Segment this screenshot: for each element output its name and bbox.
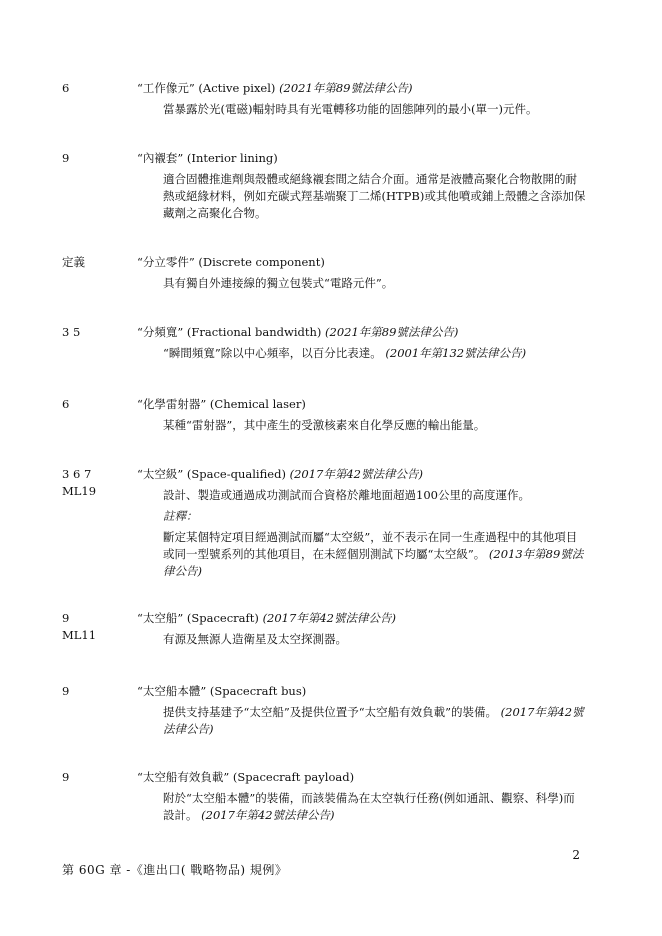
definition-paragraph bbox=[163, 345, 586, 362]
term-title: “內襯套” (Interior lining) bbox=[137, 151, 278, 165]
paragraph-reference: (2013年第89號法律公告) bbox=[163, 547, 584, 578]
category-codes bbox=[62, 150, 122, 167]
definition-paragraph bbox=[163, 790, 586, 824]
category-code: 3 6 7 bbox=[62, 467, 92, 481]
term-title: “分頻寬” (Fractional bandwidth) bbox=[137, 325, 322, 339]
category-codes bbox=[62, 769, 122, 786]
category-code: 9 bbox=[62, 684, 70, 698]
category-codes bbox=[62, 683, 122, 700]
definition-paragraph bbox=[163, 631, 586, 648]
page-footer: 第 60G 章 -《進出口( 戰略物品) 規例》 bbox=[62, 863, 288, 877]
paragraph-text: 設計、製造或通過成功測試而合資格於離地面超過100公里的高度運作。 bbox=[163, 488, 530, 502]
definition-paragraph bbox=[163, 487, 586, 504]
paragraph-text: 適合固體推進劑與殼體或絕緣襯套間之結合介面。通常是液體高聚化合物散開的耐熱或絕緣材料，例如充碳式羥基端聚丁二烯(HTPB)或其他噴或鋪上殼體之含添加保藏劑之高聚化合物。 bbox=[163, 172, 586, 220]
term-title: “太空船” (Spacecraft) bbox=[137, 611, 259, 625]
category-code: 6 bbox=[62, 397, 70, 411]
paragraph-text: 當暴露於光(電磁)輻射時具有光電轉移功能的固態陣列的最小(單一)元件。 bbox=[163, 102, 538, 116]
term-title: “工作像元” (Active pixel) bbox=[137, 81, 276, 95]
paragraph-text: 有源及無源人造衛星及太空探測器。 bbox=[163, 632, 347, 646]
definition-term bbox=[137, 80, 586, 97]
definition-paragraph bbox=[163, 417, 586, 434]
definition-term bbox=[137, 324, 586, 341]
category-codes bbox=[62, 610, 122, 644]
category-code: ML19 bbox=[62, 484, 97, 498]
category-code: ML11 bbox=[62, 628, 97, 642]
definition-paragraph bbox=[163, 704, 586, 738]
definition-term bbox=[137, 466, 586, 483]
category-codes bbox=[62, 466, 122, 500]
definition-term bbox=[137, 254, 586, 271]
paragraph-reference: (2017年第42號法律公告) bbox=[201, 808, 335, 822]
definition-term bbox=[137, 683, 586, 700]
category-code: 定義 bbox=[62, 255, 85, 269]
term-title: “太空船本體” (Spacecraft bus) bbox=[137, 684, 307, 698]
note-paragraph bbox=[163, 529, 586, 580]
term-reference: (2021年第89號法律公告) bbox=[279, 81, 413, 95]
category-code: 6 bbox=[62, 81, 70, 95]
paragraph-text: 斷定某個特定項目經過測試而屬“太空級”，並不表示在同一生產過程中的其他項目或同一型號系列的其他項目，在未經個別測試下均屬“太空級”。 bbox=[163, 530, 578, 561]
category-codes bbox=[62, 80, 122, 97]
paragraph-reference: (2001年第132號法律公告) bbox=[385, 346, 527, 360]
note-label: 註釋： bbox=[163, 509, 198, 523]
category-codes bbox=[62, 254, 122, 271]
definition-term bbox=[137, 769, 586, 786]
definition-paragraph bbox=[163, 101, 586, 118]
definition-paragraph bbox=[163, 275, 586, 292]
paragraph-reference: (2017年第42號法律公告) bbox=[163, 705, 584, 736]
term-title: “分立零件” (Discrete component) bbox=[137, 255, 325, 269]
paragraph-text: 附於“太空船本體”的裝備，而該裝備為在太空執行任務(例如通訊、觀察、科學)而設計。 bbox=[163, 791, 575, 822]
page-number: 2 bbox=[572, 848, 580, 862]
category-codes bbox=[62, 324, 122, 341]
category-codes bbox=[62, 396, 122, 413]
definition-term bbox=[137, 150, 586, 167]
definition-term bbox=[137, 396, 586, 413]
paragraph-text: 具有獨自外連接線的獨立包裝式“電路元件”。 bbox=[163, 276, 394, 290]
paragraph-text: 某種“雷射器”，其中產生的受激核素來自化學反應的輸出能量。 bbox=[163, 418, 486, 432]
term-title: “太空船有效負載” (Spacecraft payload) bbox=[137, 770, 355, 784]
term-title: “化學雷射器” (Chemical laser) bbox=[137, 397, 306, 411]
category-code: 9 bbox=[62, 151, 70, 165]
term-reference: (2017年第42號法律公告) bbox=[289, 467, 423, 481]
term-title: “太空級” (Space-qualified) bbox=[137, 467, 286, 481]
definition-paragraph bbox=[163, 171, 586, 222]
term-reference: (2021年第89號法律公告) bbox=[325, 325, 459, 339]
category-code: 9 bbox=[62, 770, 70, 784]
category-code: 9 bbox=[62, 611, 70, 625]
paragraph-text: 提供支持基建予“太空船”及提供位置予“太空船有效負載”的裝備。 bbox=[163, 705, 498, 719]
term-reference: (2017年第42號法律公告) bbox=[262, 611, 396, 625]
paragraph-text: “瞬間頻寬”除以中心頻率，以百分比表達。 bbox=[163, 346, 382, 360]
definition-term bbox=[137, 610, 586, 627]
category-code: 3 5 bbox=[62, 325, 81, 339]
